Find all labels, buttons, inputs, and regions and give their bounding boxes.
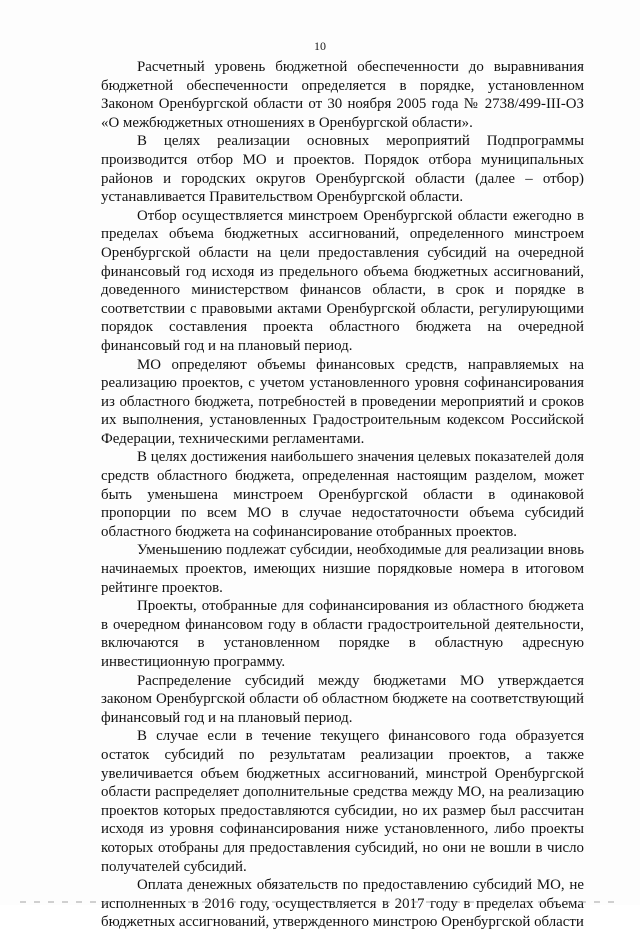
paragraph-obligations-payment: Оплата денежных обязательств по предоставлению субсидий МО, не исполненных в 2016 году, осуществляется в 2017 году в пределах объема бюджетных ассигнований, утвержденного минстрою Оренбургской области: [101, 877, 584, 931]
paragraph-subsidy-distribution: Распределение субсидий между бюджетами МО утверждается законом Оренбургской области об областном бюджете на соответствующий финансовый год и на плановый период.: [101, 672, 584, 726]
scan-edge-artifact: [20, 901, 620, 903]
paragraph-funding-volumes: МО определяют объемы финансовых средств, направляемых на реализацию проектов, с учетом установленного уровня софинансирования из областного бюджета, потребностей в проведении мероприятий и сроков их выполнения, установленных Градостроительным кодексом Российской Федерации, техническими регламентами.: [101, 356, 584, 447]
paragraph-budget-share-reduction: В целях достижения наибольшего значения целевых показателей доля средств областного бюджета, определенная настоящим разделом, может быть уменьшена минстроем Оренбургской области в одинаковой пропорции по всем МО в случае недостаточности объема субсидий областного бюджета на софинансирование отобранных проектов.: [101, 449, 584, 540]
paragraph-subsidy-reduction: Уменьшению подлежат субсидии, необходимые для реализации вновь начинаемых проектов, имеющих низшие порядковые номера в итоговом рейтинге проектов.: [101, 542, 584, 596]
paragraph-investment-program: Проекты, отобранные для софинансирования из областного бюджета в очередном финансовом году в области градостроительной деятельности, включаются в установленном порядке в областную адресную инвестиционную программу.: [101, 598, 584, 670]
paragraph-additional-funds: В случае если в течение текущего финансового года образуется остаток субсидий по результатам реализации проектов, а также увеличивается объем бюджетных ассигнований, минстрой Оренбургской области распределяет дополнительные средства между МО, на реализацию проектов которых предоставляются субсидии, но их размер был рассчитан исходя из уровня софинансирования ниже установленного, либо проекты которых отобраны для предоставления субсидий, но они не вошли в число получателей субсидий.: [101, 728, 584, 875]
paragraph-budget-level: Расчетный уровень бюджетной обеспеченности до выравнивания бюджетной обеспеченности определяется в порядке, установленном Законом Оренбургской области от 30 ноября 2005 года № 2738/499-III-ОЗ «О межбюджетных отношениях в Оренбургской области».: [101, 59, 584, 131]
page-number: 10: [314, 39, 326, 53]
paragraph-selection-procedure: Отбор осуществляется минстроем Оренбургской области ежегодно в пределах объема бюджетных ассигнований, определенного минстроем Оренбургской области на цели предоставления субсидий на очередной финансовый год исходя из предельного объема бюджетных ассигнований, доведенного министерством финансов области, в срок и порядке в соответствии с правовыми актами Оренбургской области, регулирующими порядок составления проекта областного бюджета на очередной финансовый год и на плановый период.: [101, 207, 584, 354]
paragraph-selection-order: В целях реализации основных мероприятий Подпрограммы производится отбор МО и проектов. Порядок отбора муниципальных районов и городских округов Оренбургской области (далее – отбор) устанавливается Правительством Оренбургской области.: [101, 133, 584, 206]
document-body: [101, 58, 584, 932]
